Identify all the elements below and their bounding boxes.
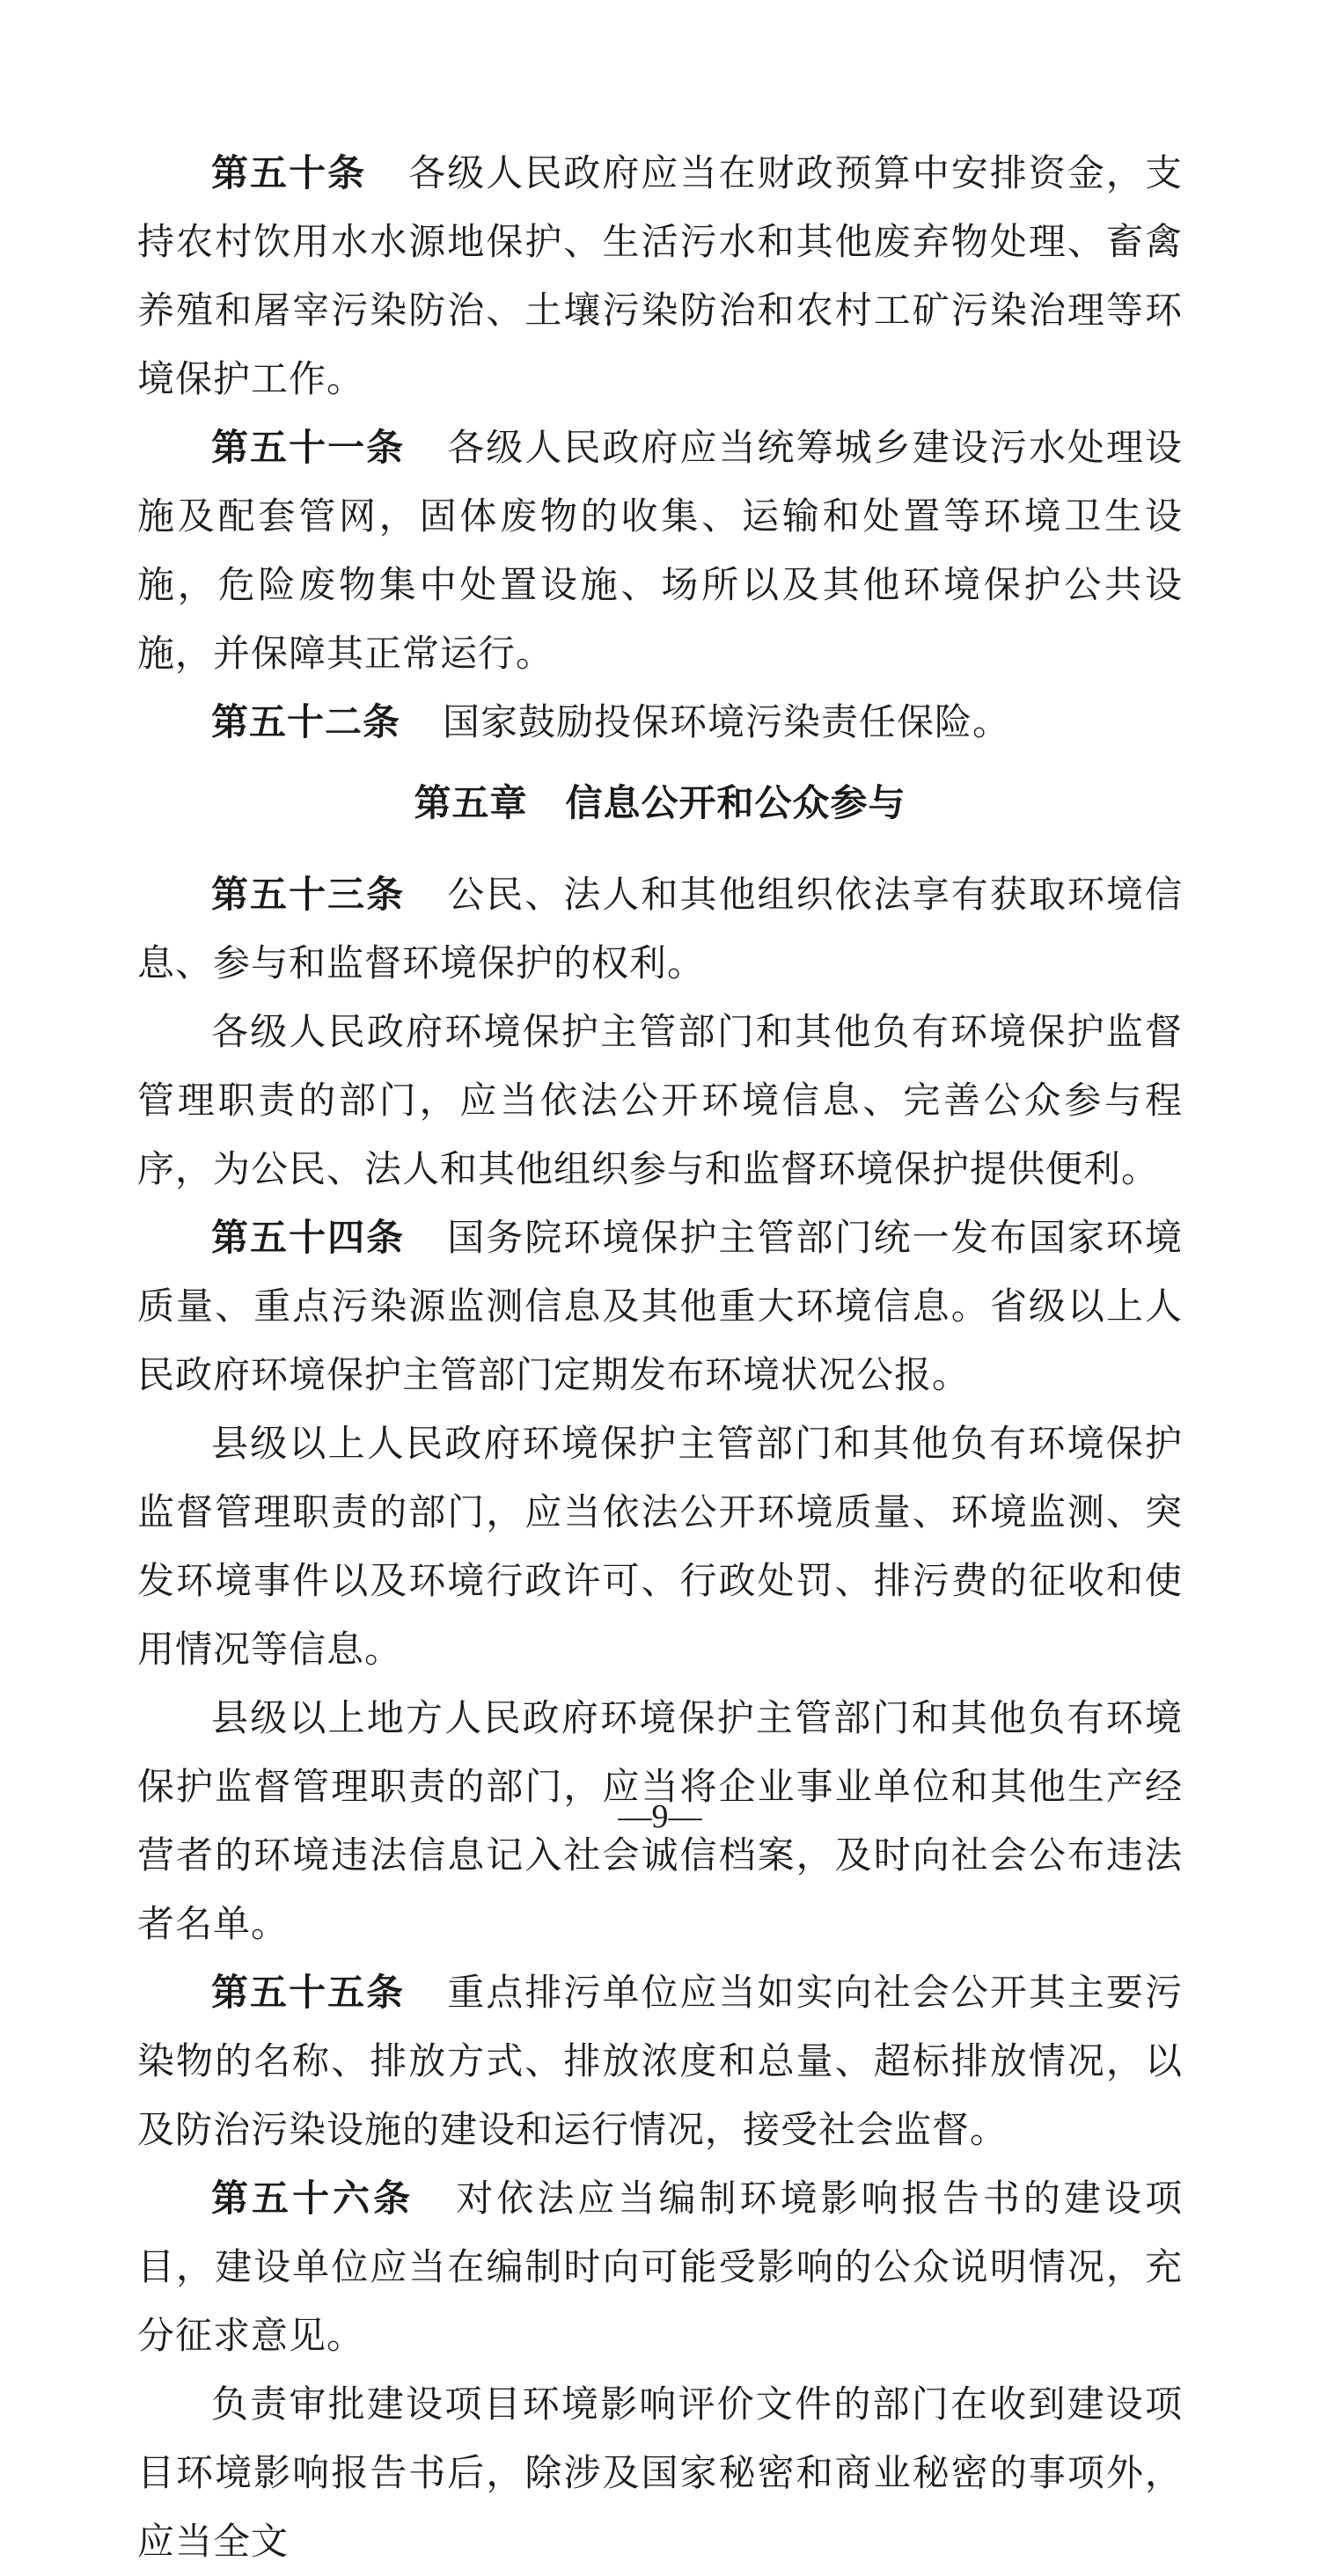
paragraph-text: 县级以上地方人民政府环境保护主管部门和其他负有环境保护监督管理职责的部门，应当将企业事业单位和其他生产经营者的环境违法信息记入社会诚信档案，及时向社会公布违法者名单。 (137, 1696, 1183, 1945)
article-paragraph (137, 1409, 1183, 1684)
page-number: —9— (618, 1798, 702, 1835)
article-text: 重点排污单位应当如实向社会公开其主要污染物的名称、排放方式、排放浓度和总量、超标排放情况，以及防治污染设施的建设和运行情况，接受社会监督。 (137, 1971, 1183, 2151)
article-number: 第五十三条 (211, 873, 406, 916)
article-paragraph (137, 2370, 1183, 2576)
article-number: 第五十五条 (211, 1971, 406, 2014)
chapter-heading: 第五章 信息公开和公众参与 (414, 781, 906, 824)
article-text: 国务院环境保护主管部门统一发布国家环境质量、重点污染源监测信息及其他重大环境信息。省级以上人民政府环境保护主管部门定期发布环境状况公报。 (137, 1216, 1183, 1396)
article-number: 第五十条 (211, 151, 367, 194)
article-number: 第五十六条 (211, 2177, 414, 2220)
article-number: 第五十二条 (211, 700, 401, 743)
article-text: 公民、法人和其他组织依法享有获取环境信息、参与和监督环境保护的权利。 (137, 873, 1183, 984)
article-text: 对依法应当编制环境影响报告书的建设项目，建设单位应当在编制时向可能受影响的公众说明情况，充分征求意见。 (137, 2177, 1183, 2357)
article-paragraph (137, 1958, 1183, 2164)
document-body (137, 139, 1183, 2576)
paragraph-text: 各级人民政府环境保护主管部门和其他负有环境保护监督管理职责的部门，应当依法公开环境信息、完善公众参与程序，为公民、法人和其他组织参与和监督环境保护提供便利。 (137, 1010, 1183, 1190)
article-text: 各级人民政府应当统筹城乡建设污水处理设施及配套管网，固体废物的收集、运输和处置等环境卫生设施，危险废物集中处置设施、场所以及其他环境保护公共设施，并保障其正常运行。 (137, 426, 1183, 675)
article-paragraph (137, 1204, 1183, 1409)
article-number: 第五十四条 (211, 1216, 406, 1259)
article-paragraph (137, 2164, 1183, 2370)
paragraph-text: 负责审批建设项目环境影响评价文件的部门在收到建设项目环境影响报告书后，除涉及国家秘密和商业秘密的事项外，应当全文 (137, 2382, 1183, 2563)
paragraph-text: 县级以上人民政府环境保护主管部门和其他负有环境保护监督管理职责的部门，应当依法公开环境质量、环境监测、突发环境事件以及环境行政许可、行政处罚、排污费的征收和使用情况等信息。 (137, 1422, 1183, 1671)
article-paragraph (137, 998, 1183, 1204)
article-text: 各级人民政府应当在财政预算中安排资金，支持农村饮用水水源地保护、生活污水和其他废弃物处理、畜禽养殖和屠宰污染防治、土壤污染防治和农村工矿污染治理等环境保护工作。 (137, 151, 1183, 400)
article-number: 第五十一条 (211, 426, 406, 469)
article-paragraph (137, 860, 1183, 998)
article-paragraph (137, 139, 1183, 413)
article-paragraph (137, 413, 1183, 688)
article-text: 国家鼓励投保环境污染责任保险。 (443, 700, 1011, 743)
article-paragraph (137, 688, 1183, 757)
